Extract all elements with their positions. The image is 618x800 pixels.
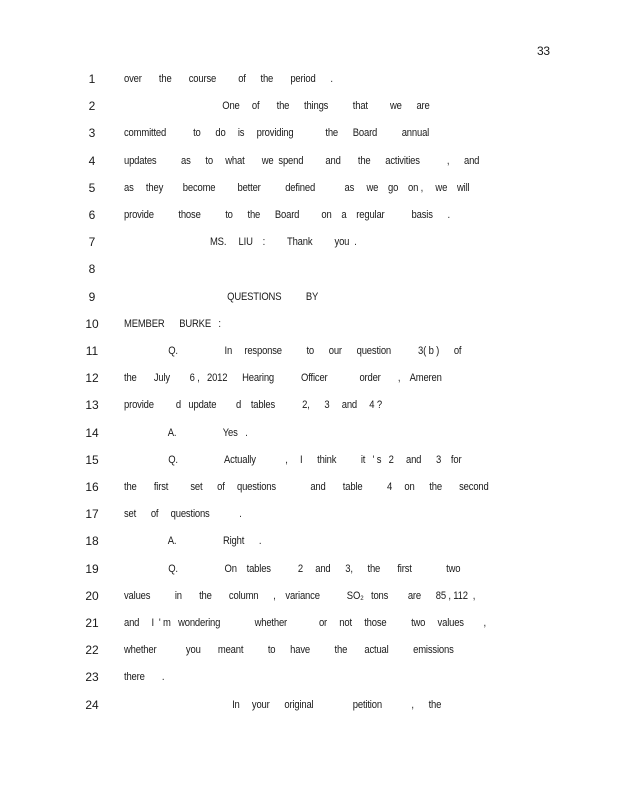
line-number: 1 [88,72,96,86]
line-number: 19 [85,562,99,576]
line-number: 7 [88,235,96,249]
line-number: 20 [85,589,99,603]
line-text: One of the things that we are [124,100,430,112]
line-number: 15 [85,453,99,467]
line-number: 16 [85,480,99,494]
line-text: set of questions . [124,508,242,520]
line-number: 5 [88,181,96,195]
line-text: A. Yes . [124,427,248,439]
line-text: updates as to what we spend and the activities , and [124,155,480,167]
line-number: 23 [85,670,99,684]
line-number: 22 [85,643,99,657]
line-text: and I ' m wondering whether or not those two values , [124,617,486,629]
line-text: A. Right . [124,535,262,547]
line-text: over the course of the period . [124,73,333,85]
line-text: values in the column , variance SO₂ tons are 85 , 112 , [124,590,476,602]
line-text: the July 6 , 2012 Hearing Officer order , Ameren [124,372,442,384]
line-number: 17 [85,507,99,521]
line-number: 9 [88,290,96,304]
line-text: Q. In response to our question 3( b ) of [124,345,462,357]
line-text: provide d update d tables 2, 3 and 4 ? [124,399,382,411]
line-text: as they become better defined as we go on , we will [124,182,470,194]
line-number: 13 [85,398,99,412]
line-number: 18 [85,534,99,548]
line-number: 8 [88,262,96,276]
line-number: 10 [85,317,99,331]
line-text: In your original petition , the [124,699,442,711]
line-text: QUESTIONS BY [124,291,319,303]
line-number: 2 [88,99,96,113]
line-text: Q. Actually , I think it ' s 2 and 3 for [124,454,462,466]
line-number: 24 [85,698,99,712]
line-number: 12 [85,371,99,385]
page-number: 33 [537,44,550,58]
line-text: the first set of questions and table 4 on the second [124,481,489,493]
line-text: Q. On tables 2 and 3, the first two [124,563,461,575]
line-number: 14 [85,426,99,440]
line-text: committed to do is providing the Board annual [124,127,430,139]
line-text: provide those to the Board on a regular basis . [124,209,450,221]
line-number: 4 [88,154,96,168]
line-number: 21 [85,616,99,630]
line-text: there . [124,671,165,683]
line-text: MS. LIU : Thank you . [124,236,357,248]
line-number: 11 [85,344,99,358]
line-number: 6 [88,208,96,222]
line-text: MEMBER BURKE : [124,318,221,330]
line-text: whether you meant to have the actual emissions [124,644,454,656]
line-number: 3 [88,126,96,140]
